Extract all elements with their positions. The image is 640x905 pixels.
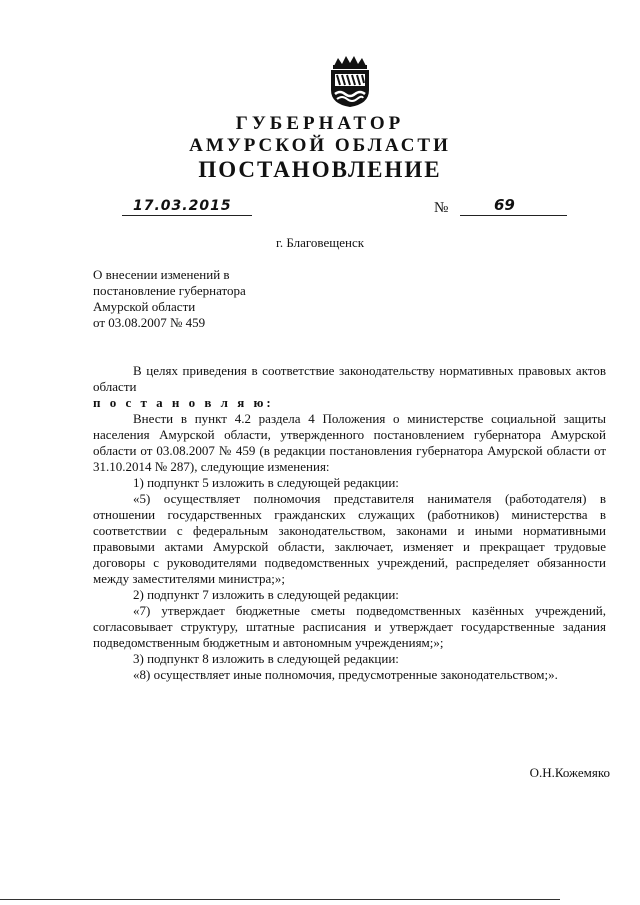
city-name: г. Благовещенск <box>275 235 365 250</box>
coat-of-arms-icon <box>326 56 374 108</box>
header-title: ГУБЕРНАТОР <box>235 113 405 134</box>
item-3-heading: 3) подпункт 8 изложить в следующей редакции: <box>133 651 399 666</box>
scan-edge-line <box>0 899 560 900</box>
date-underline <box>122 215 252 216</box>
item-2-text: «7) утверждает бюджетные сметы подведомственных казённых учреждений, согласовывает структуру, штатные расписания и утверждает государственные задания подведомственным бюджетным и автономным учреждениям;»; <box>93 603 606 650</box>
subject-line: О внесении изменений в <box>93 267 230 282</box>
preamble: В целях приведения в соответствие законодательству нормативных правовых актов области <box>93 363 606 394</box>
number-sign: № <box>434 200 449 216</box>
document-number: 69 <box>494 196 515 214</box>
decree-word: п о с т а н о в л я ю: <box>93 395 274 410</box>
number-underline <box>460 215 567 216</box>
document-subject <box>93 267 313 331</box>
subject-line: Амурской области <box>93 299 196 314</box>
signature-name: О.Н.Кожемяко <box>529 765 610 780</box>
item-2-heading: 2) подпункт 7 изложить в следующей редакции: <box>133 587 399 602</box>
subject-line: от 03.08.2007 № 459 <box>93 315 206 330</box>
document-date: 17.03.2015 <box>133 198 232 214</box>
item-1-heading: 1) подпункт 5 изложить в следующей редакции: <box>133 475 399 490</box>
item-3-text: «8) осуществляет иные полномочия, предусмотренные законодательством;». <box>133 667 558 682</box>
item-1-text: «5) осуществляет полномочия представителя нанимателя (работодателя) в отношении государственных гражданских служащих (работников) министерства в соответствии с федеральным законодательством, законами и иными нормативными правовыми актами Амурской области, заключает, изменяет и прекращает трудовые договоры с руководителями подведомственных учреждений, распределяет обязанности между заместителями министра;»; <box>93 491 606 586</box>
subject-line: постановление губернатора <box>93 283 246 298</box>
document-type: ПОСТАНОВЛЕНИЕ <box>198 157 442 182</box>
document-body <box>93 363 606 683</box>
intro-paragraph: Внести в пункт 4.2 раздела 4 Положения о министерстве социальной защиты населения Амурской области, утвержденного постановлением губернатора Амурской области от 03.08.2007 № 459 (в редакции постановления губернатора Амурской области от 31.10.2014 № 287), следующие изменения: <box>93 411 606 474</box>
header-region: АМУРСКОЙ ОБЛАСТИ <box>189 135 451 156</box>
